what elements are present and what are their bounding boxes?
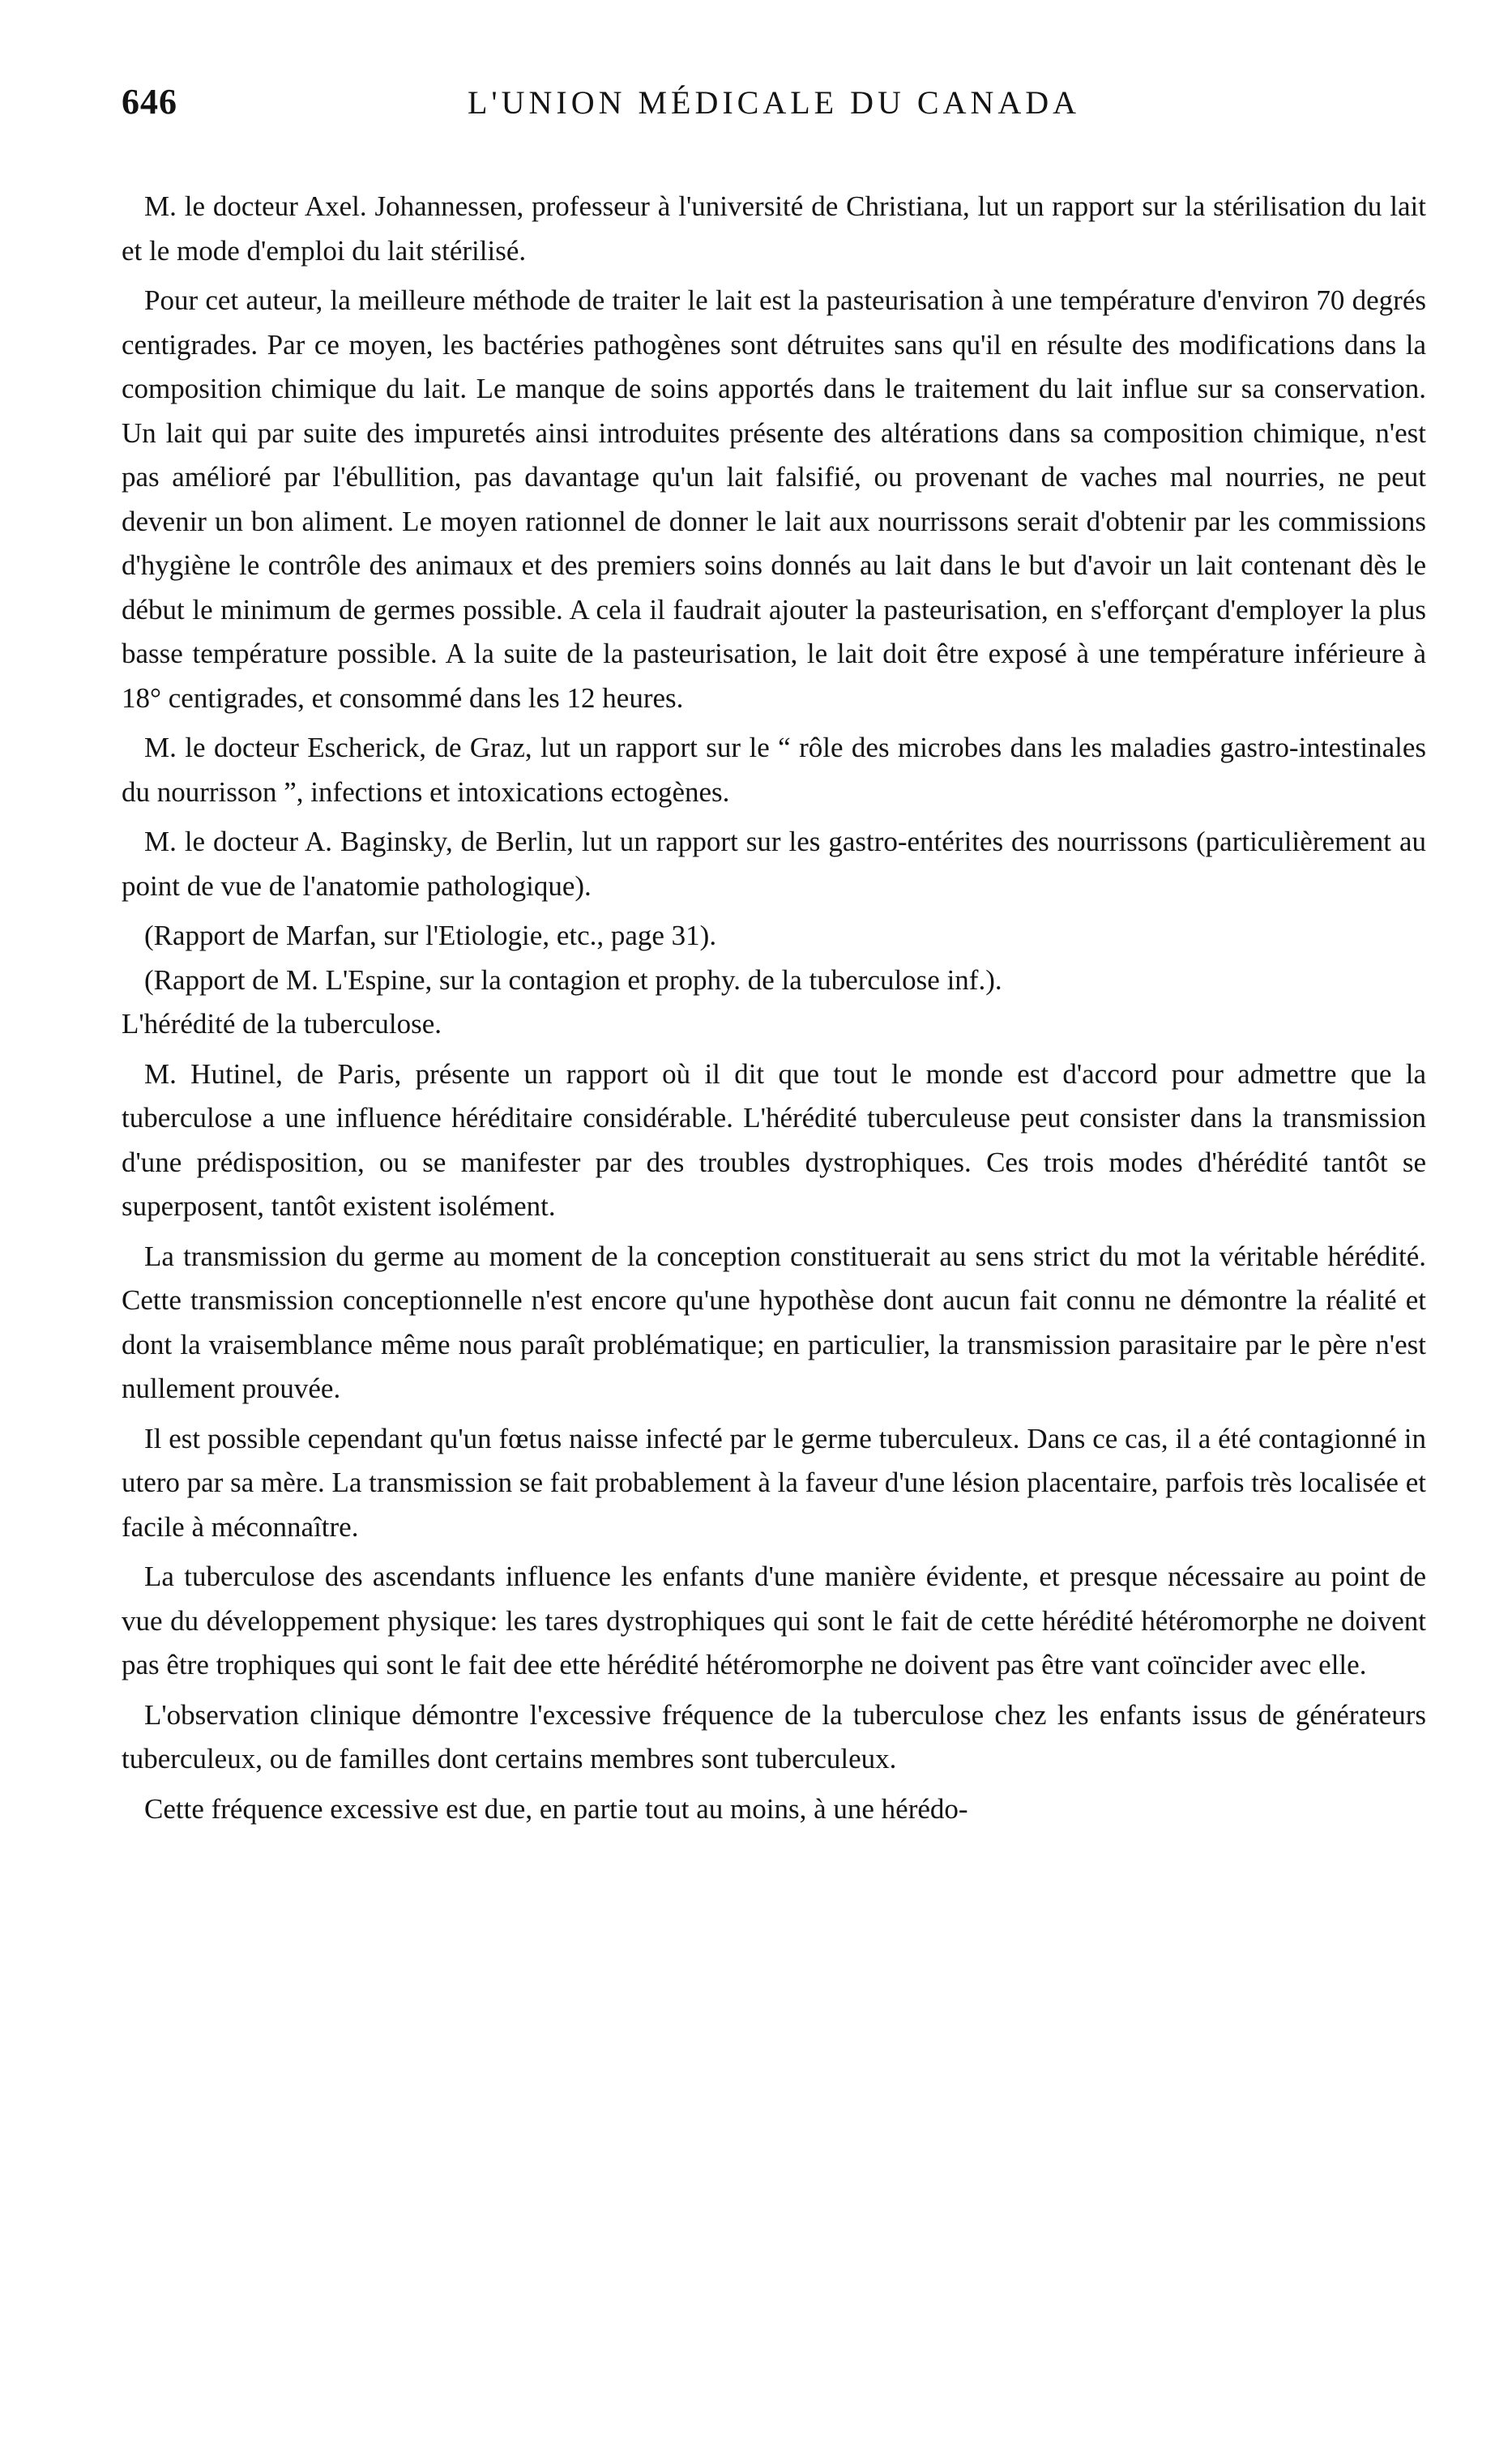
document-page [122, 81, 1426, 2431]
paragraph: M. le docteur A. Baginsky, de Berlin, lut un rapport sur les gastro-entérites des nourrissons (particulièrement au point de vue de l'anatomie pathologique). [122, 826, 1426, 902]
paragraph: L'observation clinique démontre l'excessive fréquence de la tuberculose chez les enfants issus de générateurs tuberculeux, ou de familles dont certains membres sont tuberculeux. [122, 1698, 1426, 1774]
page-number: 646 [122, 82, 177, 122]
paragraph: (Rapport de M. L'Espine, sur la contagion et prophy. de la tuberculose inf.). [144, 963, 1002, 996]
paragraph: M. le docteur Axel. Johannessen, professeur à l'université de Christiana, lut un rapport sur la stérilisation du lait et le mode d'emploi du lait stérilisé. [122, 190, 1426, 267]
paragraph: La tuberculose des ascendants influence les enfants d'une manière évidente, et presque nécessaire au point de vue du développement physique: les tares dystrophiques qui sont le fait de cette hérédité hétéromorphe ne doivent pas être trophiques qui sont le fait dee ette hérédité hétéromorphe ne doivent pas être vant coïncider avec elle. [122, 1561, 1426, 1680]
body-text [122, 185, 1426, 1831]
paragraph: La transmission du germe au moment de la conception constituerait au sens strict du mot la véritable hérédité. Cette transmission conceptionnelle n'est encore qu'une hypothèse dont aucun fait connu ne démontre la réalité et dont la vraisemblance même nous paraît problématique; en particulier, la transmission parasitaire par le père n'est nullement prouvée. [122, 1240, 1426, 1404]
section-heading: L'hérédité de la tuberculose. [122, 1008, 442, 1040]
paragraph: M. le docteur Escherick, de Graz, lut un rapport sur le “ rôle des microbes dans les maladies gastro-intestinales du nourrisson ”, infections et intoxications ectogènes. [122, 732, 1426, 808]
paragraph: M. Hutinel, de Paris, présente un rapport où il dit que tout le monde est d'accord pour admettre que la tuberculose a une influence héréditaire considérable. L'hérédité tuberculeuse peut consister dans la transmission d'une prédisposition, ou se manifester par des troubles dystrophiques. Ces trois modes d'hérédité tantôt se superposent, tantôt existent isolément. [122, 1057, 1426, 1222]
page-header [122, 81, 1426, 138]
running-head: L'UNION MÉDICALE DU CANADA [467, 84, 1081, 121]
paragraph: Il est possible cependant qu'un fœtus naisse infecté par le germe tuberculeux. Dans ce cas, il a été contagionné in utero par sa mère. La transmission se fait probablement à la faveur d'une lésion placentaire, parfois très localisée et facile à méconnaître. [122, 1422, 1426, 1543]
paragraph: Pour cet auteur, la meilleure méthode de traiter le lait est la pasteurisation à une température d'environ 70 degrés centigrades. Par ce moyen, les bactéries pathogènes sont détruites sans qu'il en résulte des modifications dans la composition chimique du lait. Le manque de soins apportés dans le traitement du lait influe sur sa conservation. Un lait qui par suite des impuretés ainsi introduites présente des altérations dans sa composition chimique, n'est pas amélioré par l'ébullition, pas davantage qu'un lait falsifié, ou provenant de vaches mal nourries, ne peut devenir un bon aliment. Le moyen rationnel de donner le lait aux nourrissons serait d'obtenir par les commissions d'hygiène le contrôle des animaux et des premiers soins donnés au lait dans le but d'avoir un lait contenant dès le début le minimum de germes possible. A cela il faudrait ajouter la pasteurisation, en s'efforçant d'employer la plus basse température possible. A la suite de la pasteurisation, le lait doit être exposé à une température inférieure à 18° centigrades, et consommé dans les 12 heures. [122, 284, 1426, 714]
paragraph: Cette fréquence excessive est due, en partie tout au moins, à une hérédo- [144, 1792, 968, 1825]
paragraph: (Rapport de Marfan, sur l'Etiologie, etc., page 31). [144, 920, 717, 951]
